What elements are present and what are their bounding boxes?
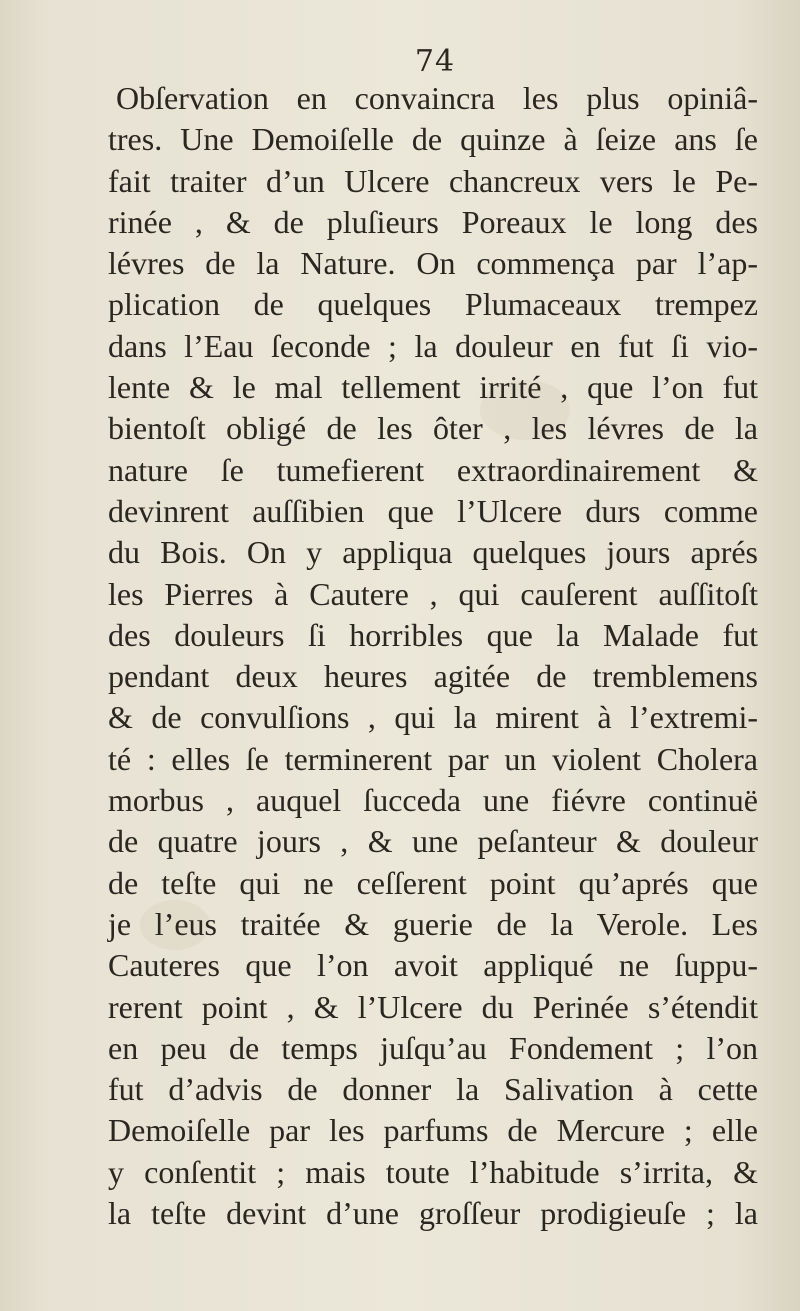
text-line: lévres de la Nature. On commença par l’ap- [108,245,758,282]
text-line: fait traiter d’un Ulcere chancreux vers le Pe- [108,162,758,199]
text-line: fut d’advis de donner la Salivation à cette [108,1071,758,1108]
text-line: Demoiſelle par les parfums de Mercure ; elle [108,1112,758,1149]
text-line: y conſentit ; mais toute l’habitude s’irrita, & [108,1153,758,1190]
text-line: plication de quelques Plumaceaux trempez [108,286,758,323]
text-line: en peu de temps juſqu’au Fondement ; l’on [108,1029,758,1066]
text-line: des douleurs ſi horribles que la Malade fut [108,616,758,653]
text-line: morbus , auquel ſucceda une fiévre continuë [108,782,758,819]
text-line: devinrent auſſibien que l’Ulcere durs comme [108,492,758,529]
text-line: Cauteres que l’on avoit appliqué ne ſuppu- [108,947,758,984]
text-line: bientoſt obligé de les ôter , les lévres de la [108,410,758,447]
text-line: tres. Une Demoiſelle de quinze à ſeize ans ſe [108,121,758,158]
text-line: du Bois. On y appliqua quelques jours aprés [108,534,758,571]
text-line: rerent point , & l’Ulcere du Perinée s’étendit [108,988,758,1025]
body-text [108,78,758,1234]
text-line: nature ſe tumefierent extraordinairement & [108,451,758,488]
text-line: de quatre jours , & une peſanteur & douleur [108,823,758,860]
page-number: 74 [414,44,456,79]
text-line: pendant deux heures agitée de tremblemens [108,658,758,695]
text-line: té : elles ſe terminerent par un violent Cholera [108,740,758,777]
text-line: dans l’Eau ſeconde ; la douleur en fut ſi vio- [108,327,758,364]
text-line: Obſervation en convaincra les plus opiniâ- [116,80,758,116]
text-line: rinée , & de pluſieurs Poreaux le long des [108,203,758,240]
text-line: & de convulſions , qui la mirent à l’extremi- [108,699,758,736]
text-line: la teſte devint d’une groſſeur prodigieuſe ; la [108,1195,758,1232]
text-line: lente & le mal tellement irrité , que l’on fut [108,369,758,406]
text-line: de teſte qui ne ceſſerent point qu’aprés que [108,864,758,901]
text-line: je l’eus traitée & guerie de la Verole. Les [108,905,758,942]
text-line: les Pierres à Cautere , qui cauſerent auſſitoſt [108,575,758,612]
